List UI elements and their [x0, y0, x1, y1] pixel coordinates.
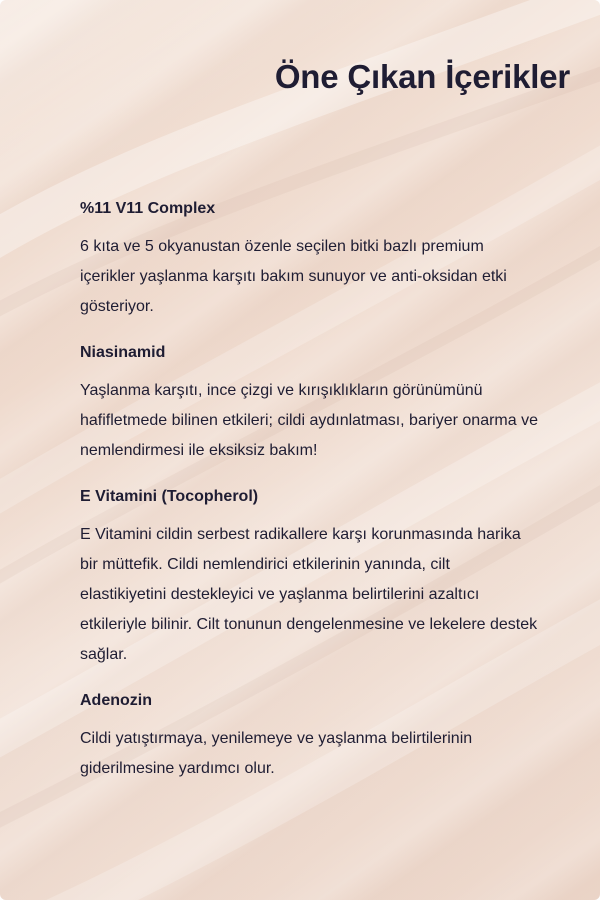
ingredient-item — [80, 690, 540, 784]
ingredient-name: E Vitamini (Tocopherol) — [80, 488, 259, 505]
ingredient-name: %11 V11 Complex — [80, 200, 216, 217]
page-title: Öne Çıkan İçerikler — [274, 58, 570, 95]
ingredients-list — [80, 198, 540, 804]
ingredient-name: Niasinamid — [80, 344, 166, 361]
ingredient-description: E Vitamini cildin serbest radikallere karşı korunmasında harika bir müttefik. Cildi nemlendirici etkilerinin yanında, cilt elastikiyetini destekleyici ve yaşlanma belirtilerini azaltıcı etkileriyle bilinir. Cilt tonunun dengelenmesine ve lekelere destek sağlar. — [80, 526, 538, 663]
ingredient-name: Adenozin — [80, 692, 152, 709]
ingredient-description: 6 kıta ve 5 okyanustan özenle seçilen bitki bazlı premium içerikler yaşlanma karşıtı bakım sunuyor ve anti-oksidan etki gösteriyor. — [80, 238, 507, 315]
ingredient-item — [80, 198, 540, 322]
ingredient-item — [80, 486, 540, 670]
ingredient-description: Yaşlanma karşıtı, ince çizgi ve kırışıklıkların görünümünü hafifletmede bilinen etkileri; cildi aydınlatması, bariyer onarma ve nemlendirmesi ile eksiksiz bakım! — [80, 382, 538, 459]
ingredient-description: Cildi yatıştırmaya, yenilemeye ve yaşlanma belirtilerinin giderilmesine yardımcı olur. — [80, 730, 473, 777]
ingredient-item — [80, 342, 540, 466]
